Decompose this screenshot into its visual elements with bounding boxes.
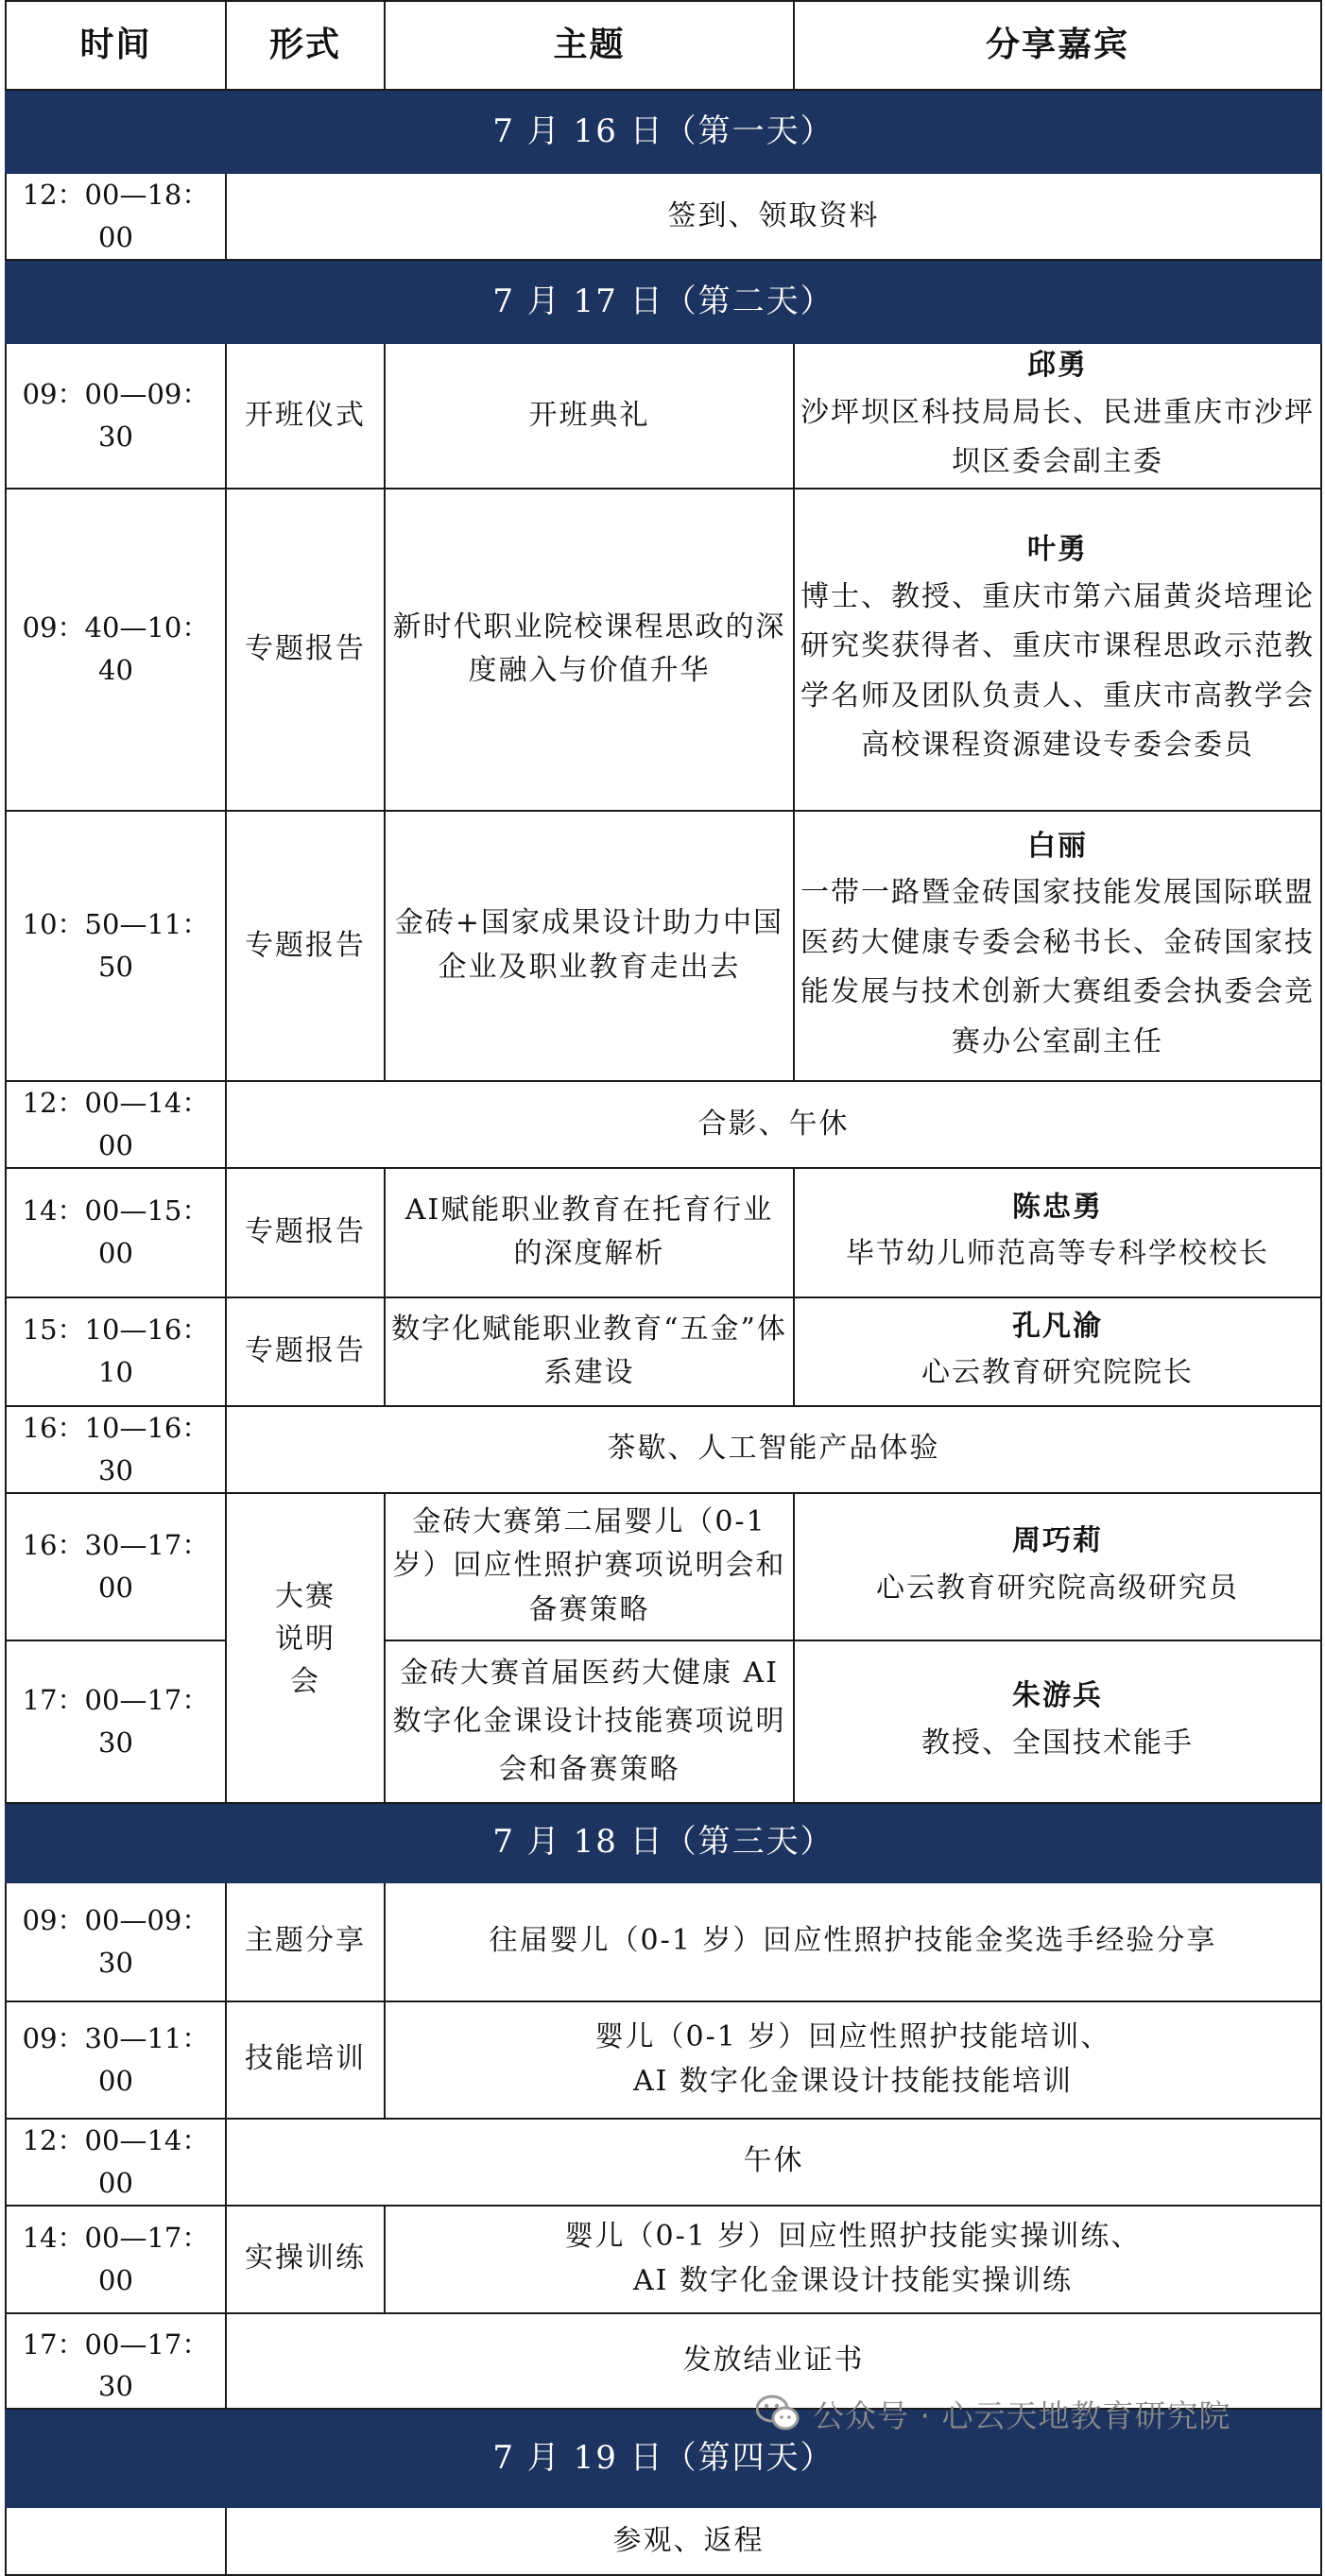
day-title: 7 月 16 日（第一天） xyxy=(6,90,1321,173)
speaker-cell xyxy=(794,489,1321,811)
header-time: 时间 xyxy=(6,1,226,90)
format-cell: 实操训练 xyxy=(226,2206,385,2313)
content-cell: 午休 xyxy=(226,2119,1321,2206)
speaker-cell xyxy=(794,1168,1321,1297)
speaker-title: 教授、全国技术能手 xyxy=(921,1726,1194,1760)
time-cell: 17：00—17：30 xyxy=(6,1640,226,1803)
day-row xyxy=(6,90,1321,173)
speaker-cell xyxy=(794,1297,1321,1406)
wechat-icon xyxy=(756,2395,800,2432)
speaker-name: 白丽 xyxy=(1027,829,1088,863)
format-cell: 开班仪式 xyxy=(226,343,385,489)
speaker-name: 孔凡渝 xyxy=(1012,1309,1103,1343)
day-row xyxy=(6,260,1321,343)
format-cell: 技能培训 xyxy=(226,2001,385,2119)
time-cell: 09：00—09：30 xyxy=(6,343,226,489)
time-cell: 16：30—17：00 xyxy=(6,1493,226,1640)
topic-cell: 新时代职业院校课程思政的深度融入与价值升华 xyxy=(385,489,794,811)
table-row xyxy=(6,1493,1321,1640)
content-cell: 签到、领取资料 xyxy=(226,173,1321,260)
format-cell: 专题报告 xyxy=(226,489,385,811)
header-topic: 主题 xyxy=(385,1,794,90)
watermark-text: 公众号 · 心云天地教育研究院 xyxy=(813,2396,1231,2434)
time-cell: 09：00—09：30 xyxy=(6,1882,226,2001)
topic-cell: 金砖大赛首届医药大健康 AI 数字化金课设计技能赛项说明会和备赛策略 xyxy=(385,1640,794,1803)
time-cell xyxy=(6,2507,226,2575)
time-cell: 17：00—17：30 xyxy=(6,2313,226,2410)
speaker-cell xyxy=(794,811,1321,1081)
content-cell: 往届婴儿（0-1 岁）回应性照护技能金奖选手经验分享 xyxy=(385,1882,1321,2001)
table-row xyxy=(6,1406,1321,1493)
speaker-cell xyxy=(794,343,1321,489)
table-row xyxy=(6,1882,1321,2001)
day-title: 7 月 17 日（第二天） xyxy=(6,260,1321,343)
table-row xyxy=(6,2206,1321,2313)
speaker-title: 博士、教授、重庆市第六届黄炎培理论研究奖获得者、重庆市课程思政示范教学名师及团队负责人、重庆市高教学会高校课程资源建设专委会委员 xyxy=(800,579,1315,763)
speaker-name: 周巧莉 xyxy=(1012,1524,1103,1558)
content-cell xyxy=(226,2507,1321,2575)
time-cell: 12：00—18：00 xyxy=(6,173,226,260)
time-cell: 10：50—11：50 xyxy=(6,811,226,1081)
content-cell: 茶歇、人工智能产品体验 xyxy=(226,1406,1321,1493)
format-cell: 专题报告 xyxy=(226,1168,385,1297)
content-text: 参观、返程 xyxy=(612,2524,765,2558)
header-speaker: 分享嘉宾 xyxy=(794,1,1321,90)
topic-cell: 金砖大赛第二届婴儿（0-1 岁）回应性照护赛项说明会和备赛策略 xyxy=(385,1493,794,1640)
day-row xyxy=(6,1803,1321,1882)
time-cell: 09：30—11：00 xyxy=(6,2001,226,2119)
table-row xyxy=(6,2001,1321,2119)
time-cell: 16：10—16：30 xyxy=(6,1406,226,1493)
content-line: AI 数字化金课设计技能技能培训 xyxy=(632,2064,1074,2098)
speaker-name: 朱游兵 xyxy=(1012,1679,1103,1713)
content-cell: 发放结业证书 xyxy=(226,2313,1321,2410)
time-cell: 14：00—15：00 xyxy=(6,1168,226,1297)
header-row xyxy=(6,1,1321,90)
topic-cell: AI赋能职业教育在托育行业的深度解析 xyxy=(385,1168,794,1297)
content-line: AI 数字化金课设计技能实操训练 xyxy=(632,2263,1074,2297)
time-cell: 15：10—16：10 xyxy=(6,1297,226,1406)
header-format: 形式 xyxy=(226,1,385,90)
content-line: 婴儿（0-1 岁）回应性照护技能培训、 xyxy=(594,2020,1111,2054)
speaker-title: 一带一路暨金砖国家技能发展国际联盟医药大健康专委会秘书长、金砖国家技能发展与技术创新大赛组委会执委会竞赛办公室副主任 xyxy=(800,876,1315,1058)
table-row xyxy=(6,1640,1321,1803)
table-row xyxy=(6,1168,1321,1297)
table-row xyxy=(6,1081,1321,1168)
format-label: 大赛说明会 xyxy=(275,1579,336,1698)
table-row xyxy=(6,489,1321,811)
table-row xyxy=(6,1297,1321,1406)
table-row xyxy=(6,2119,1321,2206)
speaker-name: 邱勇 xyxy=(1027,349,1088,383)
speaker-cell xyxy=(794,1493,1321,1640)
table-row xyxy=(6,811,1321,1081)
speaker-name: 陈忠勇 xyxy=(1012,1190,1103,1224)
speaker-title: 心云教育研究院高级研究员 xyxy=(876,1571,1239,1605)
time-cell: 12：00—14：00 xyxy=(6,2119,226,2206)
speaker-title: 心云教育研究院院长 xyxy=(921,1356,1194,1390)
schedule-table xyxy=(5,0,1322,2576)
time-cell: 12：00—14：00 xyxy=(6,1081,226,1168)
speaker-cell xyxy=(794,1640,1321,1803)
speaker-title: 沙坪坝区科技局局长、民进重庆市沙坪坝区委会副主委 xyxy=(800,395,1315,479)
speaker-name: 叶勇 xyxy=(1027,533,1088,567)
topic-cell: 金砖+国家成果设计助力中国企业及职业教育走出去 xyxy=(385,811,794,1081)
content-cell xyxy=(385,2206,1321,2313)
content-cell: 合影、午休 xyxy=(226,1081,1321,1168)
format-cell: 专题报告 xyxy=(226,811,385,1081)
format-cell: 专题报告 xyxy=(226,1297,385,1406)
format-cell: 主题分享 xyxy=(226,1882,385,2001)
speaker-title: 毕节幼儿师范高等专科学校校长 xyxy=(846,1237,1269,1271)
content-cell xyxy=(385,2001,1321,2119)
time-cell: 09：40—10：40 xyxy=(6,489,226,811)
day-title: 7 月 18 日（第三天） xyxy=(6,1803,1321,1882)
topic-cell: 开班典礼 xyxy=(385,343,794,489)
table-row xyxy=(6,343,1321,489)
format-cell xyxy=(226,1493,385,1803)
day-title: 7 月 19 日（第四天） xyxy=(6,2409,1321,2507)
table-row xyxy=(6,173,1321,260)
content-line: 婴儿（0-1 岁）回应性照护技能实操训练、 xyxy=(564,2220,1142,2253)
time-cell: 14：00—17：00 xyxy=(6,2206,226,2313)
watermark xyxy=(756,2389,1285,2438)
topic-cell: 数字化赋能职业教育“五金”体系建设 xyxy=(385,1297,794,1406)
table-row xyxy=(6,2507,1321,2575)
